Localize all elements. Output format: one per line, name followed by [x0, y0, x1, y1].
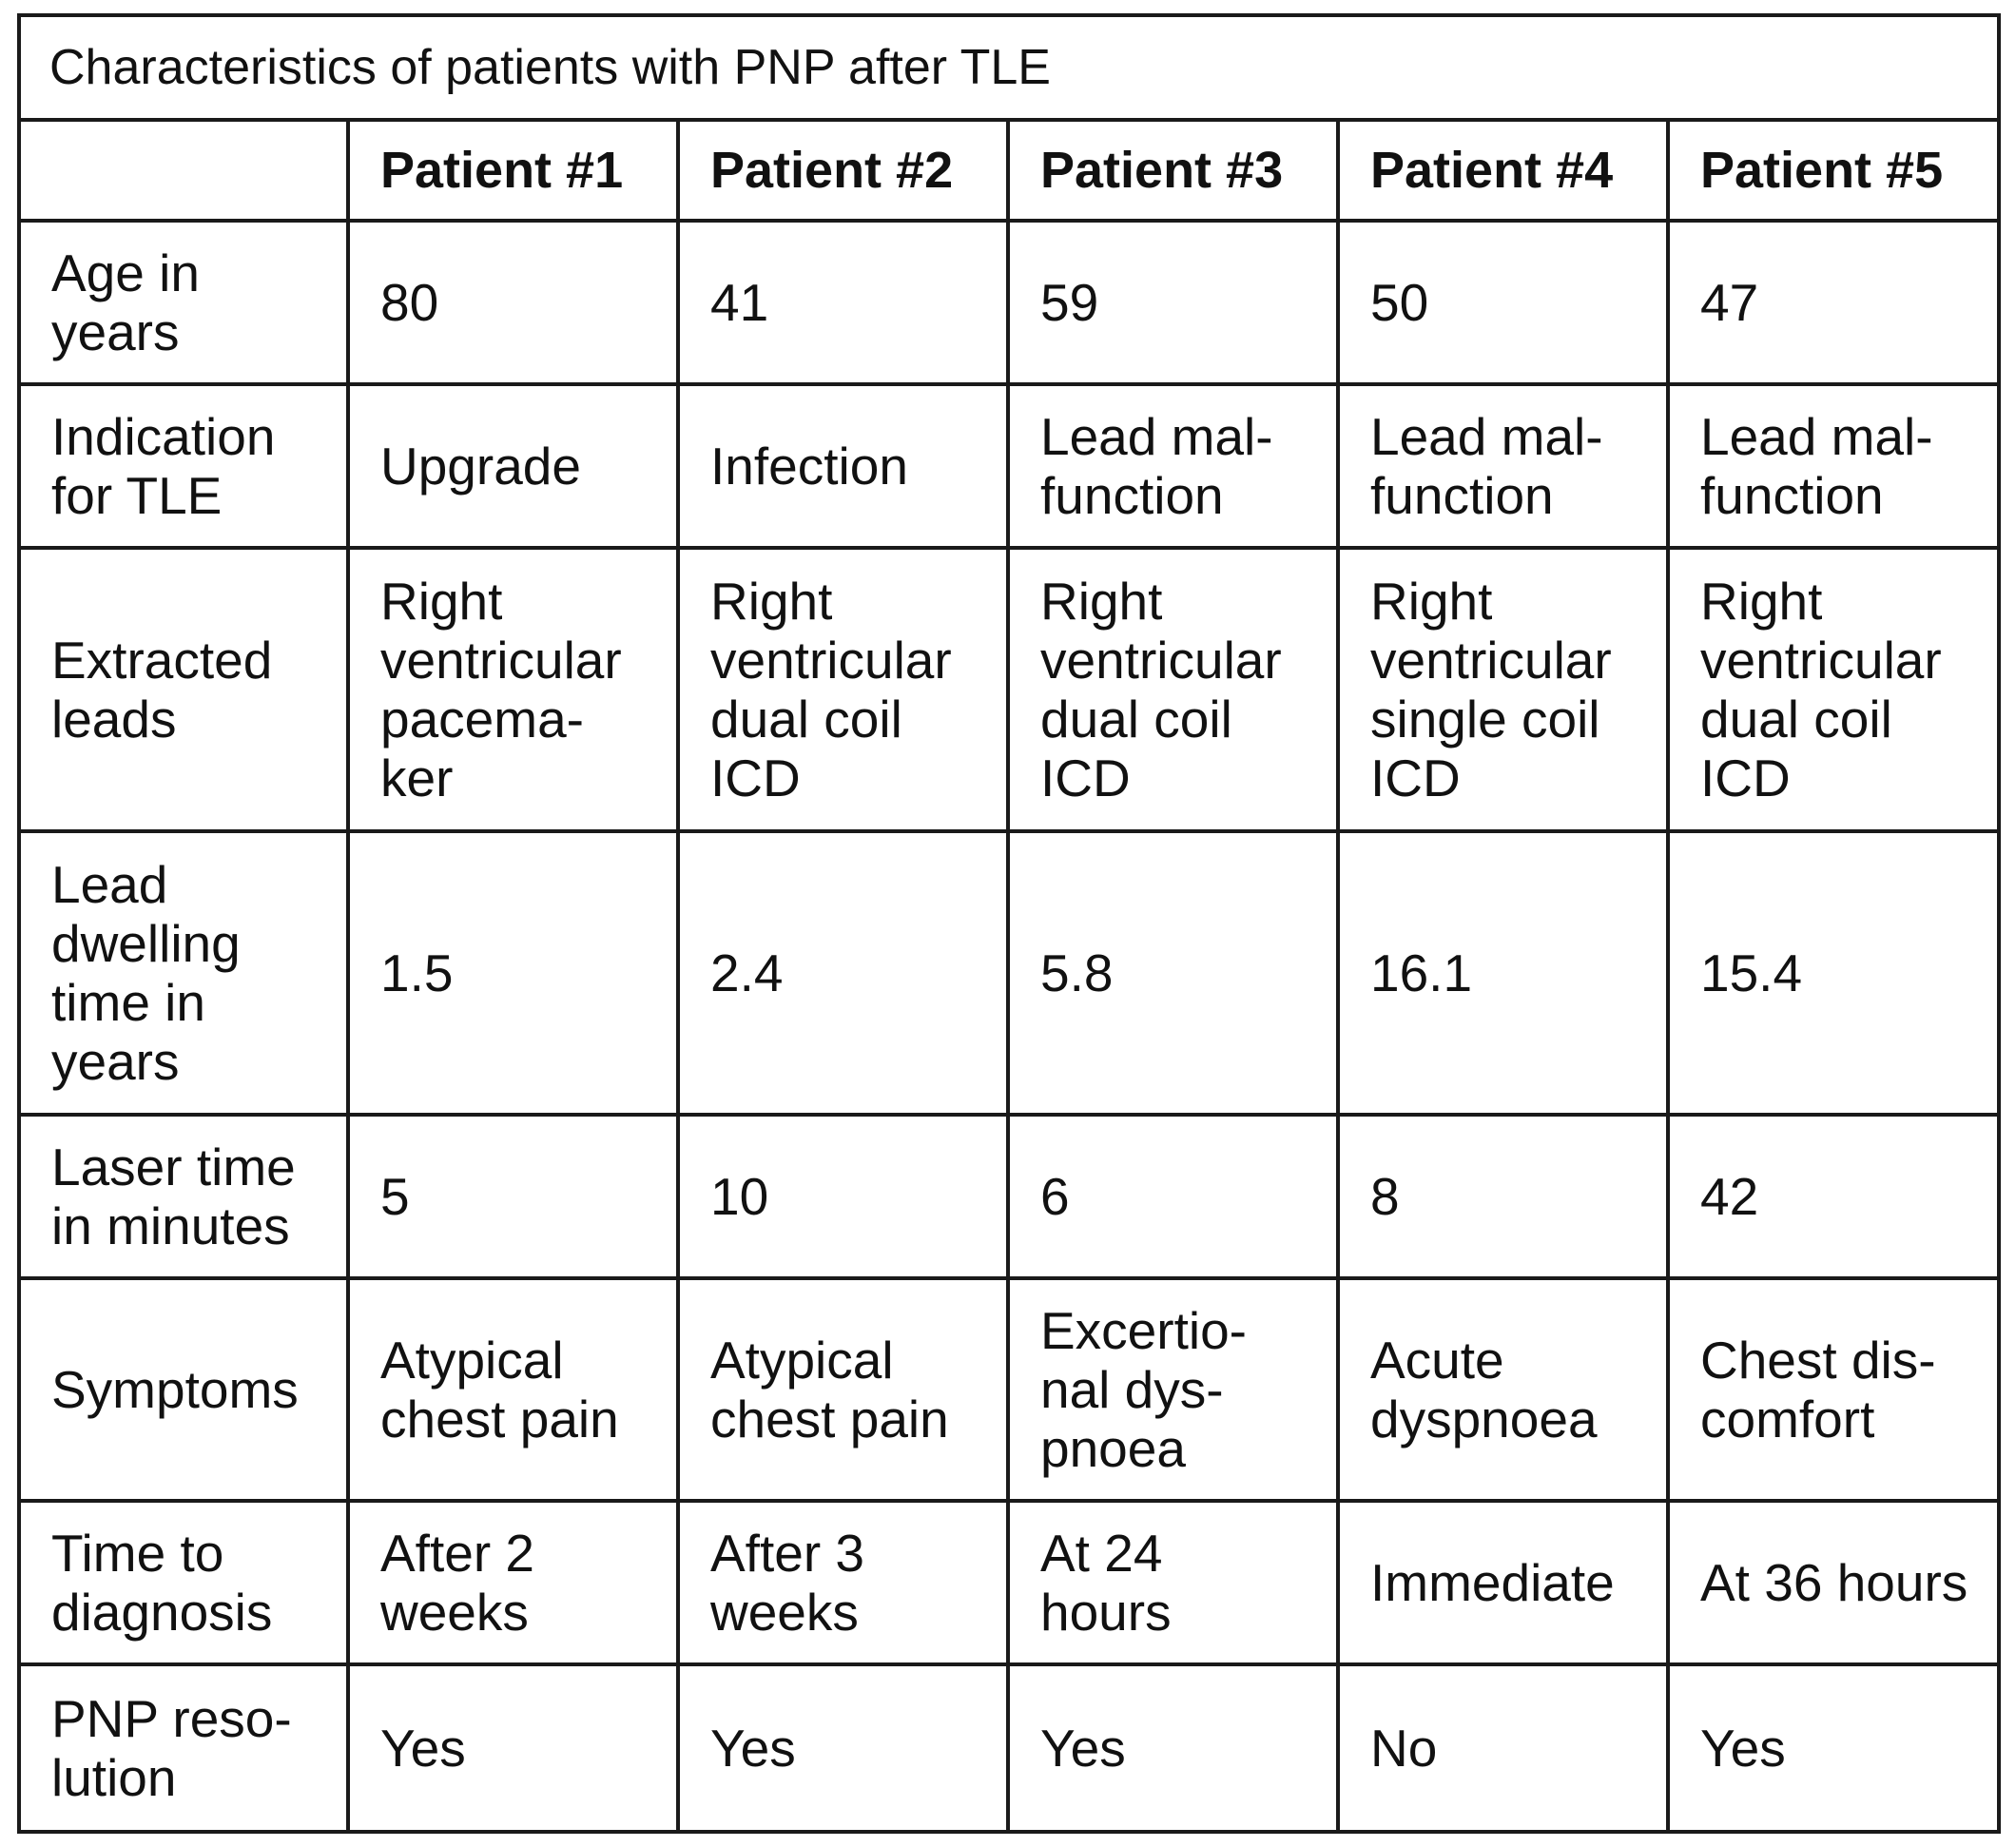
- table-cell: 10: [678, 1115, 1008, 1278]
- table-row: [19, 221, 1999, 384]
- table-cell: 8: [1338, 1115, 1668, 1278]
- table-cell: 16.1: [1338, 831, 1668, 1115]
- table-cell: At 36 hours: [1668, 1501, 1999, 1664]
- table-cell: 5: [348, 1115, 678, 1278]
- table-row: [19, 1501, 1999, 1664]
- table-cell: Atypical chest pain: [678, 1278, 1008, 1501]
- table-cell: 41: [678, 221, 1008, 384]
- table-cell: Excertio-nal dys-pnoea: [1008, 1278, 1338, 1501]
- header-patient-5: Patient #5: [1668, 120, 1999, 221]
- table-cell: 42: [1668, 1115, 1999, 1278]
- table-cell: 6: [1008, 1115, 1338, 1278]
- table-cell: Right ventricular single coil ICD: [1338, 548, 1668, 831]
- table-cell: Right ventricular dual coil ICD: [1668, 548, 1999, 831]
- table-cell: 1.5: [348, 831, 678, 1115]
- table-cell: Acute dyspnoea: [1338, 1278, 1668, 1501]
- row-label-symptoms: Symptoms: [19, 1278, 348, 1501]
- header-empty-cell: [19, 120, 348, 221]
- table-cell: 80: [348, 221, 678, 384]
- table-cell: Yes: [1008, 1664, 1338, 1832]
- table-caption: Characteristics of patients with PNP after TLE: [19, 15, 1999, 120]
- table-caption-row: [19, 15, 1999, 120]
- table-cell: After 2 weeks: [348, 1501, 678, 1664]
- table-cell: 47: [1668, 221, 1999, 384]
- header-patient-3: Patient #3: [1008, 120, 1338, 221]
- table-cell: Chest dis-comfort: [1668, 1278, 1999, 1501]
- table-cell: At 24 hours: [1008, 1501, 1338, 1664]
- table-cell: Infection: [678, 384, 1008, 548]
- patient-characteristics-table-wrapper: [17, 13, 1997, 1830]
- table-cell: Atypical chest pain: [348, 1278, 678, 1501]
- table-cell: Right ventricular pacema-ker: [348, 548, 678, 831]
- table-header-row: [19, 120, 1999, 221]
- table-cell: Lead mal-function: [1338, 384, 1668, 548]
- table-cell: 59: [1008, 221, 1338, 384]
- row-label-pnp-resolution: PNP reso-lution: [19, 1664, 348, 1832]
- table-cell: 2.4: [678, 831, 1008, 1115]
- table-cell: 50: [1338, 221, 1668, 384]
- patient-characteristics-table: [17, 13, 2001, 1834]
- row-label-age: Age in years: [19, 221, 348, 384]
- table-cell: Upgrade: [348, 384, 678, 548]
- header-patient-1: Patient #1: [348, 120, 678, 221]
- table-row: [19, 831, 1999, 1115]
- table-cell: Yes: [1668, 1664, 1999, 1832]
- row-label-time-to-diagnosis: Time to diagnosis: [19, 1501, 348, 1664]
- table-row: [19, 1115, 1999, 1278]
- table-cell: Lead mal-function: [1668, 384, 1999, 548]
- table-row: [19, 548, 1999, 831]
- table-cell: Yes: [678, 1664, 1008, 1832]
- table-cell: Lead mal-function: [1008, 384, 1338, 548]
- table-cell: 15.4: [1668, 831, 1999, 1115]
- row-label-extracted-leads: Extracted leads: [19, 548, 348, 831]
- header-patient-2: Patient #2: [678, 120, 1008, 221]
- row-label-laser-time: Laser time in minutes: [19, 1115, 348, 1278]
- table-cell: No: [1338, 1664, 1668, 1832]
- table-row: [19, 1278, 1999, 1501]
- header-patient-4: Patient #4: [1338, 120, 1668, 221]
- table-cell: Yes: [348, 1664, 678, 1832]
- table-cell: Right ventricular dual coil ICD: [1008, 548, 1338, 831]
- table-row: [19, 384, 1999, 548]
- table-cell: After 3 weeks: [678, 1501, 1008, 1664]
- table-cell: 5.8: [1008, 831, 1338, 1115]
- table-cell: Immediate: [1338, 1501, 1668, 1664]
- row-label-dwelling-time: Lead dwelling time in years: [19, 831, 348, 1115]
- row-label-indication: Indication for TLE: [19, 384, 348, 548]
- table-cell: Right ventricular dual coil ICD: [678, 548, 1008, 831]
- table-row: [19, 1664, 1999, 1832]
